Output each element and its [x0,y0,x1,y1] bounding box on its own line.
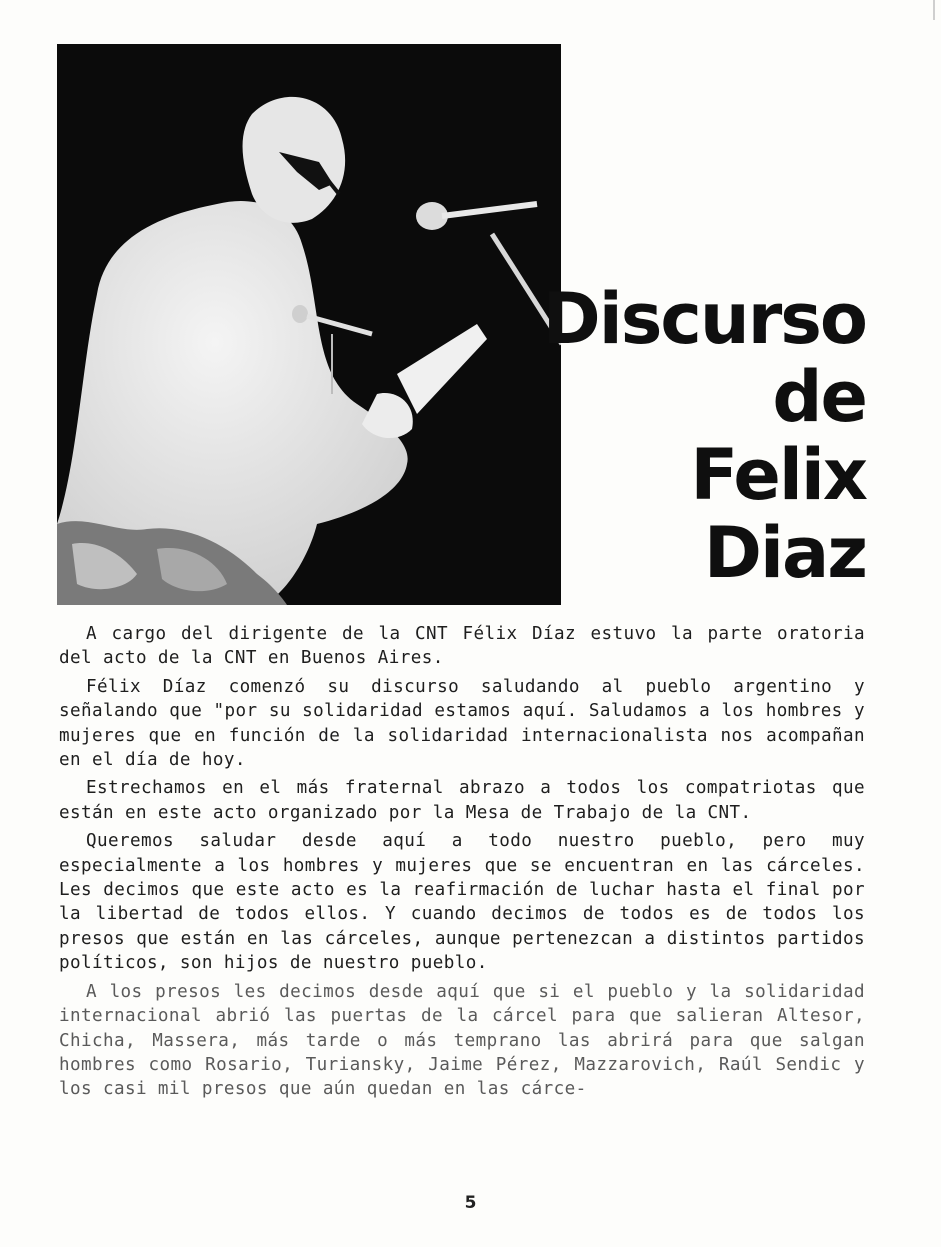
title-line: Felix [690,434,866,516]
margin-mark [933,0,935,20]
paragraph: Estrechamos en el más fraternal abrazo a todos los compatriotas que están en este acto organizado por la Mesa de Trabajo de la CNT. [59,778,865,823]
paragraph: A cargo del dirigente de la CNT Félix Díaz estuvo la parte oratoria del acto de la CNT en Buenos Aires. [59,624,865,669]
article-body [59,622,865,1106]
paragraph: Félix Díaz comenzó su discurso saludando al pueblo argentino y señalando que "por su solidaridad estamos aquí. Saludamos a los hombres y mujeres que en función de la solidaridad internacionalista nos acompañan en el día de hoy. [59,676,865,771]
title-line: Discurso [542,278,866,360]
title-line: de [772,356,866,438]
paragraph: A los presos les decimos desde aquí que si el pueblo y la solidaridad internacional abrió las puertas de la cárcel para que salieran Altesor, Chicha, Massera, más tarde o más temprano las abrirá para que salgan hombres como Rosario, Turiansky, Jaime Pérez, Mazzarovich, Raúl Sendic y los casi mil presos que aún quedan en las cárce- [59,981,865,1100]
article-title [543,280,866,592]
speaker-photo [57,44,561,605]
title-line: Diaz [703,512,866,594]
paragraph: Queremos saludar desde aquí a todo nuestro pueblo, pero muy especialmente a los hombres y mujeres que se encuentran en las cárceles. Les decimos que este acto es la reafirmación de luchar hasta el final por la libertad de todos ellos. Y cuando decimos de todos es de todos los presos que están en las cárceles, aunque pertenezcan a distintos partidos políticos, son hijos de nuestro pueblo. [59,831,865,974]
page-number: 5 [464,1193,477,1213]
